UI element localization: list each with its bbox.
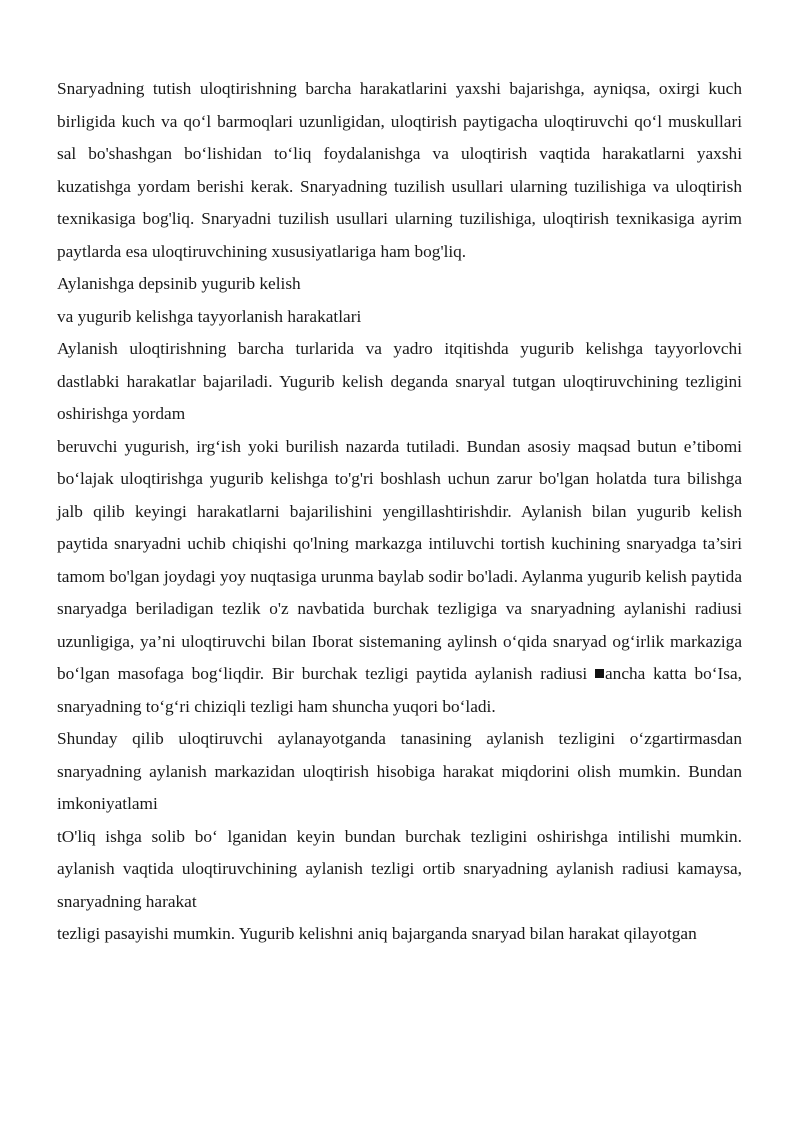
paragraph-text-part: ancha katta bo‘Isa, snaryadning to‘g‘ri chiziqli tezligi ham shuncha yuqori bo‘ladi. <box>57 664 742 716</box>
square-bullet-icon <box>595 669 604 678</box>
section-heading-line-1: Aylanishga depsinib yugurib kelish <box>57 274 301 293</box>
paragraph-tezligi-pasayishi: tezligi pasayishi mumkin. Yugurib kelishni aniq bajarganda snaryad bilan harakat qilayotgan <box>57 924 697 943</box>
paragraph-text-part: beruvchi yugurish, irg‘ish yoki burilish nazarda tutiladi. Bundan asosiy maqsad butun e’tibomi bo‘lajak uloqtirishga yugurib kelishga to'g'ri boshlash uchun zarur bo'lgan holatda tura bilishga jalb qilib keyingi harakatlarni bajarilishini yengillashtirishdir. Aylanish bilan yugurib kelish paytida snaryadni uchib chiqishi qo'lning markazga intiluvchi tortish kuchining snaryadga ta’siri tamom bo'lgan joydagi yoy nuqtasiga urunma baylab sodir bo'ladi. Aylanma yugurib kelish paytida snaryadga beriladigan tezlik o'z navbatida burchak tezligiga va snaryadning aylanishi radiusi uzunligiga, ya’ni uloqtiruvchi bilan Iborat sistemaning aylinsh o‘qida snaryad og‘irlik markaziga bo‘lgan masofaga bog‘liqdir. Bir burchak tezligi paytida aylanish radiusi <box>57 436 742 683</box>
paragraph-aylanish-uloqtirish: Aylanish uloqtirishning barcha turlarida va yadro itqitishda yugurib kelishga tayyorlovchi dastlabki harakatlar bajariladi. Yugurib kelish deganda snaryal tutgan uloqtiruvchining tezligini oshirishga yordam <box>57 339 742 423</box>
section-heading-line-2: va yugurib kelishga tayyorlanish harakatlari <box>57 306 362 326</box>
document-body <box>57 73 742 951</box>
paragraph-snaryad-tutish: Snaryadning tutish uloqtirishning barcha harakatlarini yaxshi bajarishga, ayniqsa, oxirgi kuch birligida kuch va qo‘l barmoqlari uzunligidan, uloqtirish paytigacha uloqtiruvchi qo‘l muskullari sal bo'shashgan bo‘lishidan to‘liq foydalanishga va uloqtirish vaqtida harakatlarni yaxshi kuzatishga yordam berishi kerak. Snaryadning tuzilish usullari ularning tuzilishiga va uloqtirish texnikasiga bog'liq. Snaryadni tuzilish usullari ularning tuzilishiga, uloqtirish texnikasiga ayrim paytlarda esa uloqtiruvchining xususiyatlariga ham bog'liq. <box>57 79 742 261</box>
paragraph-toliq-ishga: tO'liq ishga solib bo‘ lganidan keyin bundan burchak tezligini oshirishga intilishi mumkin. aylanish vaqtida uloqtiruvchining aylanish tezligi ortib snaryadning aylanish radiusi kamaysa, snaryadning harakat <box>57 826 742 911</box>
paragraph-yugurish <box>57 431 742 724</box>
paragraph-shunday-qilib: Shunday qilib uloqtiruvchi aylanayotganda tanasining aylanish tezligini o‘zgartirmasdan snaryadning aylanish markazidan uloqtirish hisobiga harakat miqdorini olish mumkin. Bundan imkoniyatlami <box>57 729 742 813</box>
